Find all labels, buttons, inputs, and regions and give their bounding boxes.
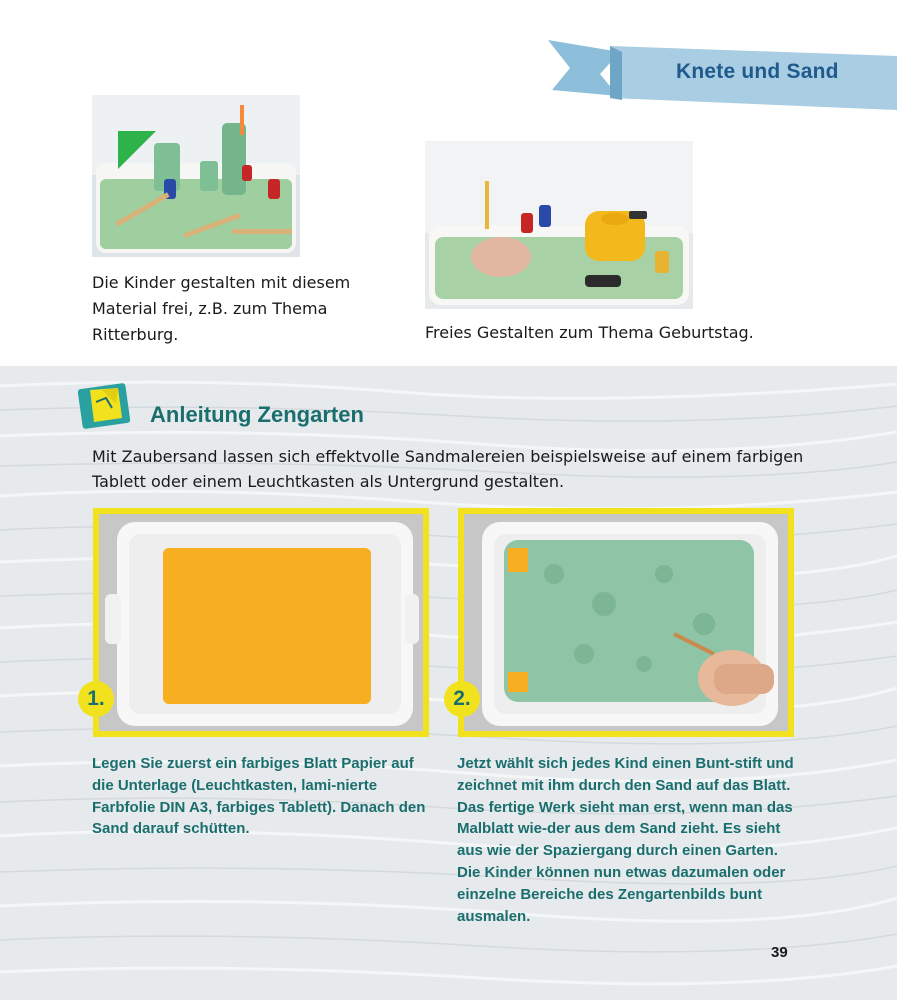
- instructions-intro: Mit Zaubersand lassen sich effektvolle Sandmalereien beispielsweise auf einem farbigen Tablett oder einem Leuchtkasten als Untergrund gestalten.: [92, 447, 804, 491]
- castle-sand-photo: [92, 95, 300, 257]
- ribbon-title: Knete und Sand: [676, 60, 839, 83]
- step-1-text: Legen Sie zuerst ein farbiges Blatt Papier auf die Unterlage (Leuchtkasten, lami-nierte Farbfolie DIN A3, farbiges Tablett). Danach den Sand darauf schütten.: [92, 755, 426, 838]
- photo-caption-birthday: Freies Gestalten zum Thema Geburtstag.: [425, 323, 754, 342]
- step-2-image: [458, 508, 794, 737]
- step-1-badge: 1.: [78, 681, 114, 717]
- step-1-image: [93, 508, 429, 737]
- tray-with-green-sand: [464, 514, 788, 731]
- folded-paper-icon: [78, 382, 140, 432]
- birthday-sand-photo: [425, 141, 693, 309]
- photo-caption-castle: Die Kinder gestalten mit diesem Material frei, z.B. zum Thema Ritterburg.: [92, 273, 351, 344]
- page-number: 39: [771, 944, 788, 961]
- instructions-title: Anleitung Zengarten: [150, 402, 364, 427]
- step-2-badge: 2.: [444, 681, 480, 717]
- step-2-text: Jetzt wählt sich jedes Kind einen Bunt-stift und zeichnet mit ihm durch den Sand auf das Blatt. Das fertige Werk sieht man erst, wenn man das Malblatt wie-der aus dem Sand zieht. Es sieht aus wie der Spaziergang durch einen Garten. Die Kinder können nun etwas dazumalen oder einzelne Bereiche des Zengartenbilds bunt ausmalen.: [457, 755, 794, 925]
- tray-with-orange-paper: [99, 514, 423, 731]
